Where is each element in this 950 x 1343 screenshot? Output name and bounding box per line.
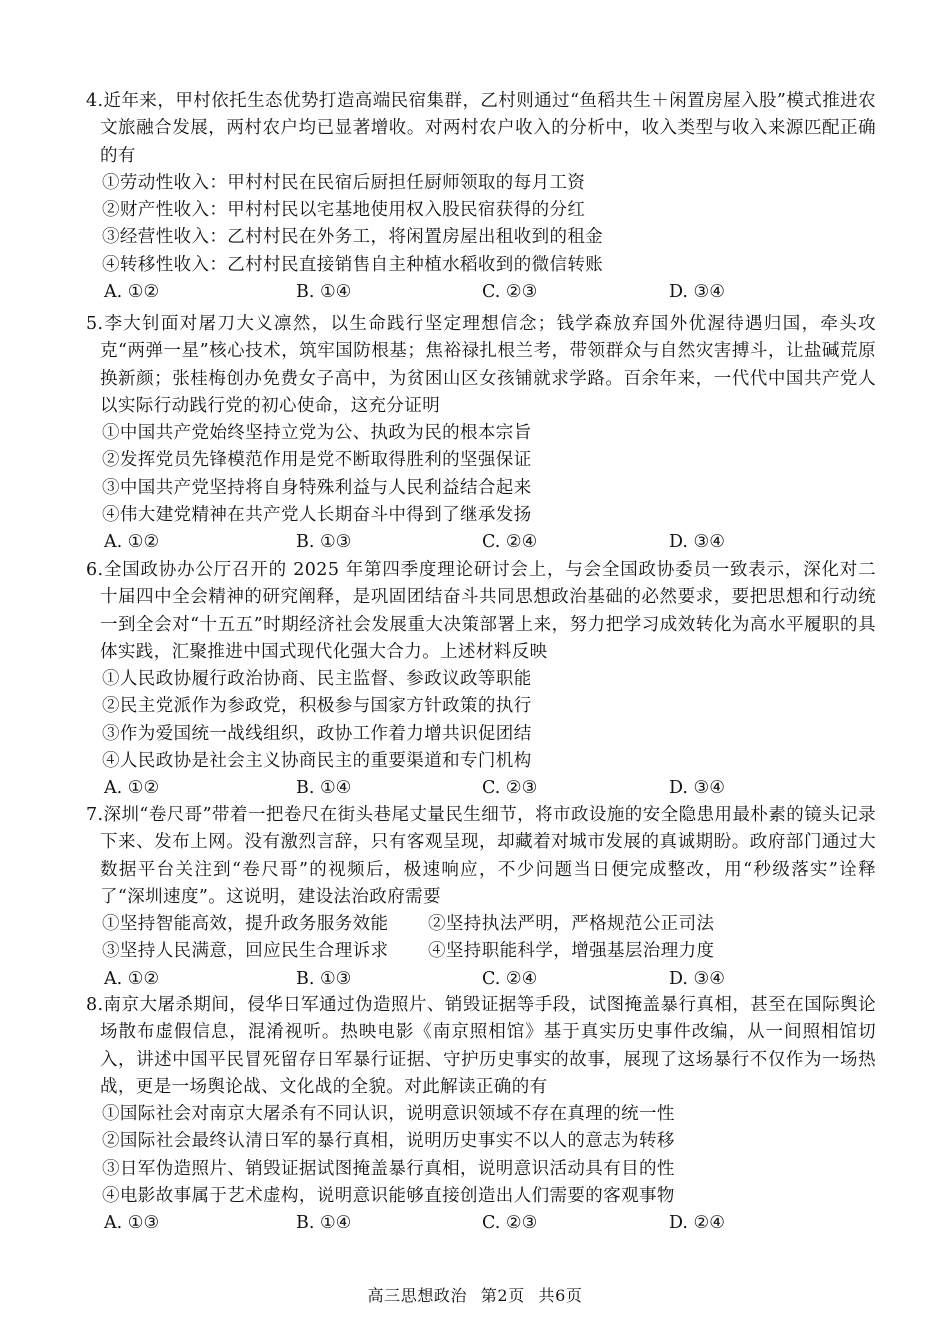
statement-2: ②国际社会最终认清日军的暴行真相，说明历史事实不以人的意志为转移	[102, 1131, 675, 1152]
choice-c: C. ②④	[482, 968, 538, 989]
choice-a: A. ①②	[104, 968, 160, 989]
answer-choices	[86, 279, 876, 306]
page-footer	[0, 1283, 950, 1306]
page-total: 共6页	[538, 1286, 583, 1305]
question-7	[86, 802, 876, 993]
statement-2: ②发挥党员先锋模范作用是党不断取得胜利的坚强保证	[102, 450, 532, 471]
choice-a: A. ①②	[104, 282, 160, 303]
choice-c: C. ②③	[482, 282, 538, 303]
statement-1: ①人民政协履行政治协商、民主监督、参政议政等职能	[102, 669, 532, 690]
answer-choices	[86, 966, 876, 993]
choice-d: D. ③④	[669, 968, 725, 989]
choice-a: A. ①②	[104, 532, 160, 553]
choice-b: B. ①④	[296, 1213, 352, 1234]
statement-4: ④坚持职能科学，增强基层治理力度	[428, 941, 715, 962]
statement-1: ①劳动性收入：甲村村民在民宿后厨担任厨师领取的每月工资	[102, 172, 586, 193]
choice-b: B. ①③	[296, 968, 352, 989]
choice-d: D. ③④	[669, 532, 725, 553]
statement-3: ③经营性收入：乙村村民在外务工，将闲置房屋出租收到的租金	[102, 227, 604, 248]
choice-c: C. ②③	[482, 1213, 538, 1234]
choice-d: D. ②④	[669, 1213, 725, 1234]
page-number: 第2页	[480, 1286, 525, 1305]
question-8	[86, 992, 876, 1238]
statement-1: ①坚持智能高效，提升政务服务效能	[102, 914, 389, 935]
question-stem: 6.全国政协办公厅召开的 2025 年第四季度理论研讨会上，与会全国政协委员一致表示，深化对二十届四中全会精神的研究阐释，是巩固团结奋斗共同思想政治基础的必然要求，要把思想和行动统一到全会对“十五五”时期经济社会发展重大决策部署上来，努力把学习成效转化为高水平履职的具体实践，汇聚推进中国式现代化强大合力。上述材料反映	[86, 560, 876, 662]
statement-1: ①国际社会对南京大屠杀有不同认识，说明意识领域不存在真理的统一性	[102, 1104, 675, 1125]
choice-c: C. ②④	[482, 532, 538, 553]
choice-c: C. ②③	[482, 778, 538, 799]
choice-b: B. ①③	[296, 532, 352, 553]
statement-4: ④电影故事属于艺术虚构，说明意识能够直接创造出人们需要的客观事物	[102, 1186, 675, 1207]
choice-d: D. ③④	[669, 778, 725, 799]
statement-2: ②民主党派作为参政党，积极参与国家方针政策的执行	[102, 696, 532, 717]
choice-d: D. ③④	[669, 282, 725, 303]
question-stem: 4.近年来，甲村依托生态优势打造高端民宿集群，乙村则通过“鱼稻共生＋闲置房屋入股”模式推进农文旅融合发展，两村农户均已显著增收。对两村农户收入的分析中，收入类型与收入来源匹配正确的有	[86, 91, 876, 166]
choice-a: A. ①②	[104, 778, 160, 799]
answer-choices	[86, 529, 876, 556]
choice-b: B. ①④	[296, 282, 352, 303]
answer-choices	[86, 775, 876, 802]
question-4	[86, 88, 876, 306]
statement-3: ③中国共产党坚持将自身特殊利益与人民利益结合起来	[102, 477, 532, 498]
statement-4: ④伟大建党精神在共产党人长期奋斗中得到了继承发扬	[102, 505, 532, 526]
statement-2: ②坚持执法严明，严格规范公正司法	[428, 914, 715, 935]
statement-3: ③作为爱国统一战线组织，政协工作着力增共识促团结	[102, 723, 532, 744]
statement-row	[86, 911, 876, 938]
question-stem: 7.深圳“卷尺哥”带着一把卷尺在街头巷尾丈量民生细节，将市政设施的安全隐患用最朴素的镜头记录下来、发布上网。没有激烈言辞，只有客观呈现，却藏着对城市发展的真诚期盼。政府部门通过大数据平台关注到“卷尺哥”的视频后，极速响应，不少问题当日便完成整改，用“秒级落实”诠释了“深圳速度”。这说明，建设法治政府需要	[86, 805, 876, 907]
question-stem: 8.南京大屠杀期间，侵华日军通过伪造照片、销毁证据等手段，试图掩盖暴行真相，甚至在国际舆论场散布虚假信息，混淆视听。热映电影《南京照相馆》基于真实历史事件改编，从一间照相馆切入，讲述中国平民冒死留存日军暴行证据、守护历史事实的故事，展现了这场暴行不仅作为一场热战，更是一场舆论战、文化战的全貌。对此解读正确的有	[86, 995, 876, 1097]
statement-4: ④人民政协是社会主义协商民主的重要渠道和专门机构	[102, 751, 532, 772]
question-5	[86, 311, 876, 557]
answer-choices	[86, 1210, 876, 1237]
choice-a: A. ①③	[104, 1213, 160, 1234]
statement-row	[86, 938, 876, 965]
statement-1: ①中国共产党始终坚持立党为公、执政为民的根本宗旨	[102, 423, 532, 444]
statement-4: ④转移性收入：乙村村民直接销售自主种植水稻收到的微信转账	[102, 254, 604, 275]
choice-b: B. ①④	[296, 778, 352, 799]
statement-3: ③日军伪造照片、销毁证据试图掩盖暴行真相，说明意识活动具有目的性	[102, 1158, 675, 1179]
question-stem: 5.李大钊面对屠刀大义凛然，以生命践行坚定理想信念；钱学森放弃国外优渥待遇归国，牵头攻克“两弹一星”核心技术，筑牢国防根基；焦裕禄扎根兰考，带领群众与自然灾害搏斗，让盐碱荒原换新颜；张桂梅创办免费女子高中，为贫困山区女孩铺就求学路。百余年来，一代代中国共产党人以实际行动践行党的初心使命，这充分证明	[86, 314, 876, 416]
subject-label: 高三思想政治	[367, 1286, 468, 1305]
statement-3: ③坚持人民满意，回应民生合理诉求	[102, 941, 389, 962]
statement-2: ②财产性收入：甲村村民以宅基地使用权入股民宿获得的分红	[102, 200, 586, 221]
question-6	[86, 557, 876, 803]
